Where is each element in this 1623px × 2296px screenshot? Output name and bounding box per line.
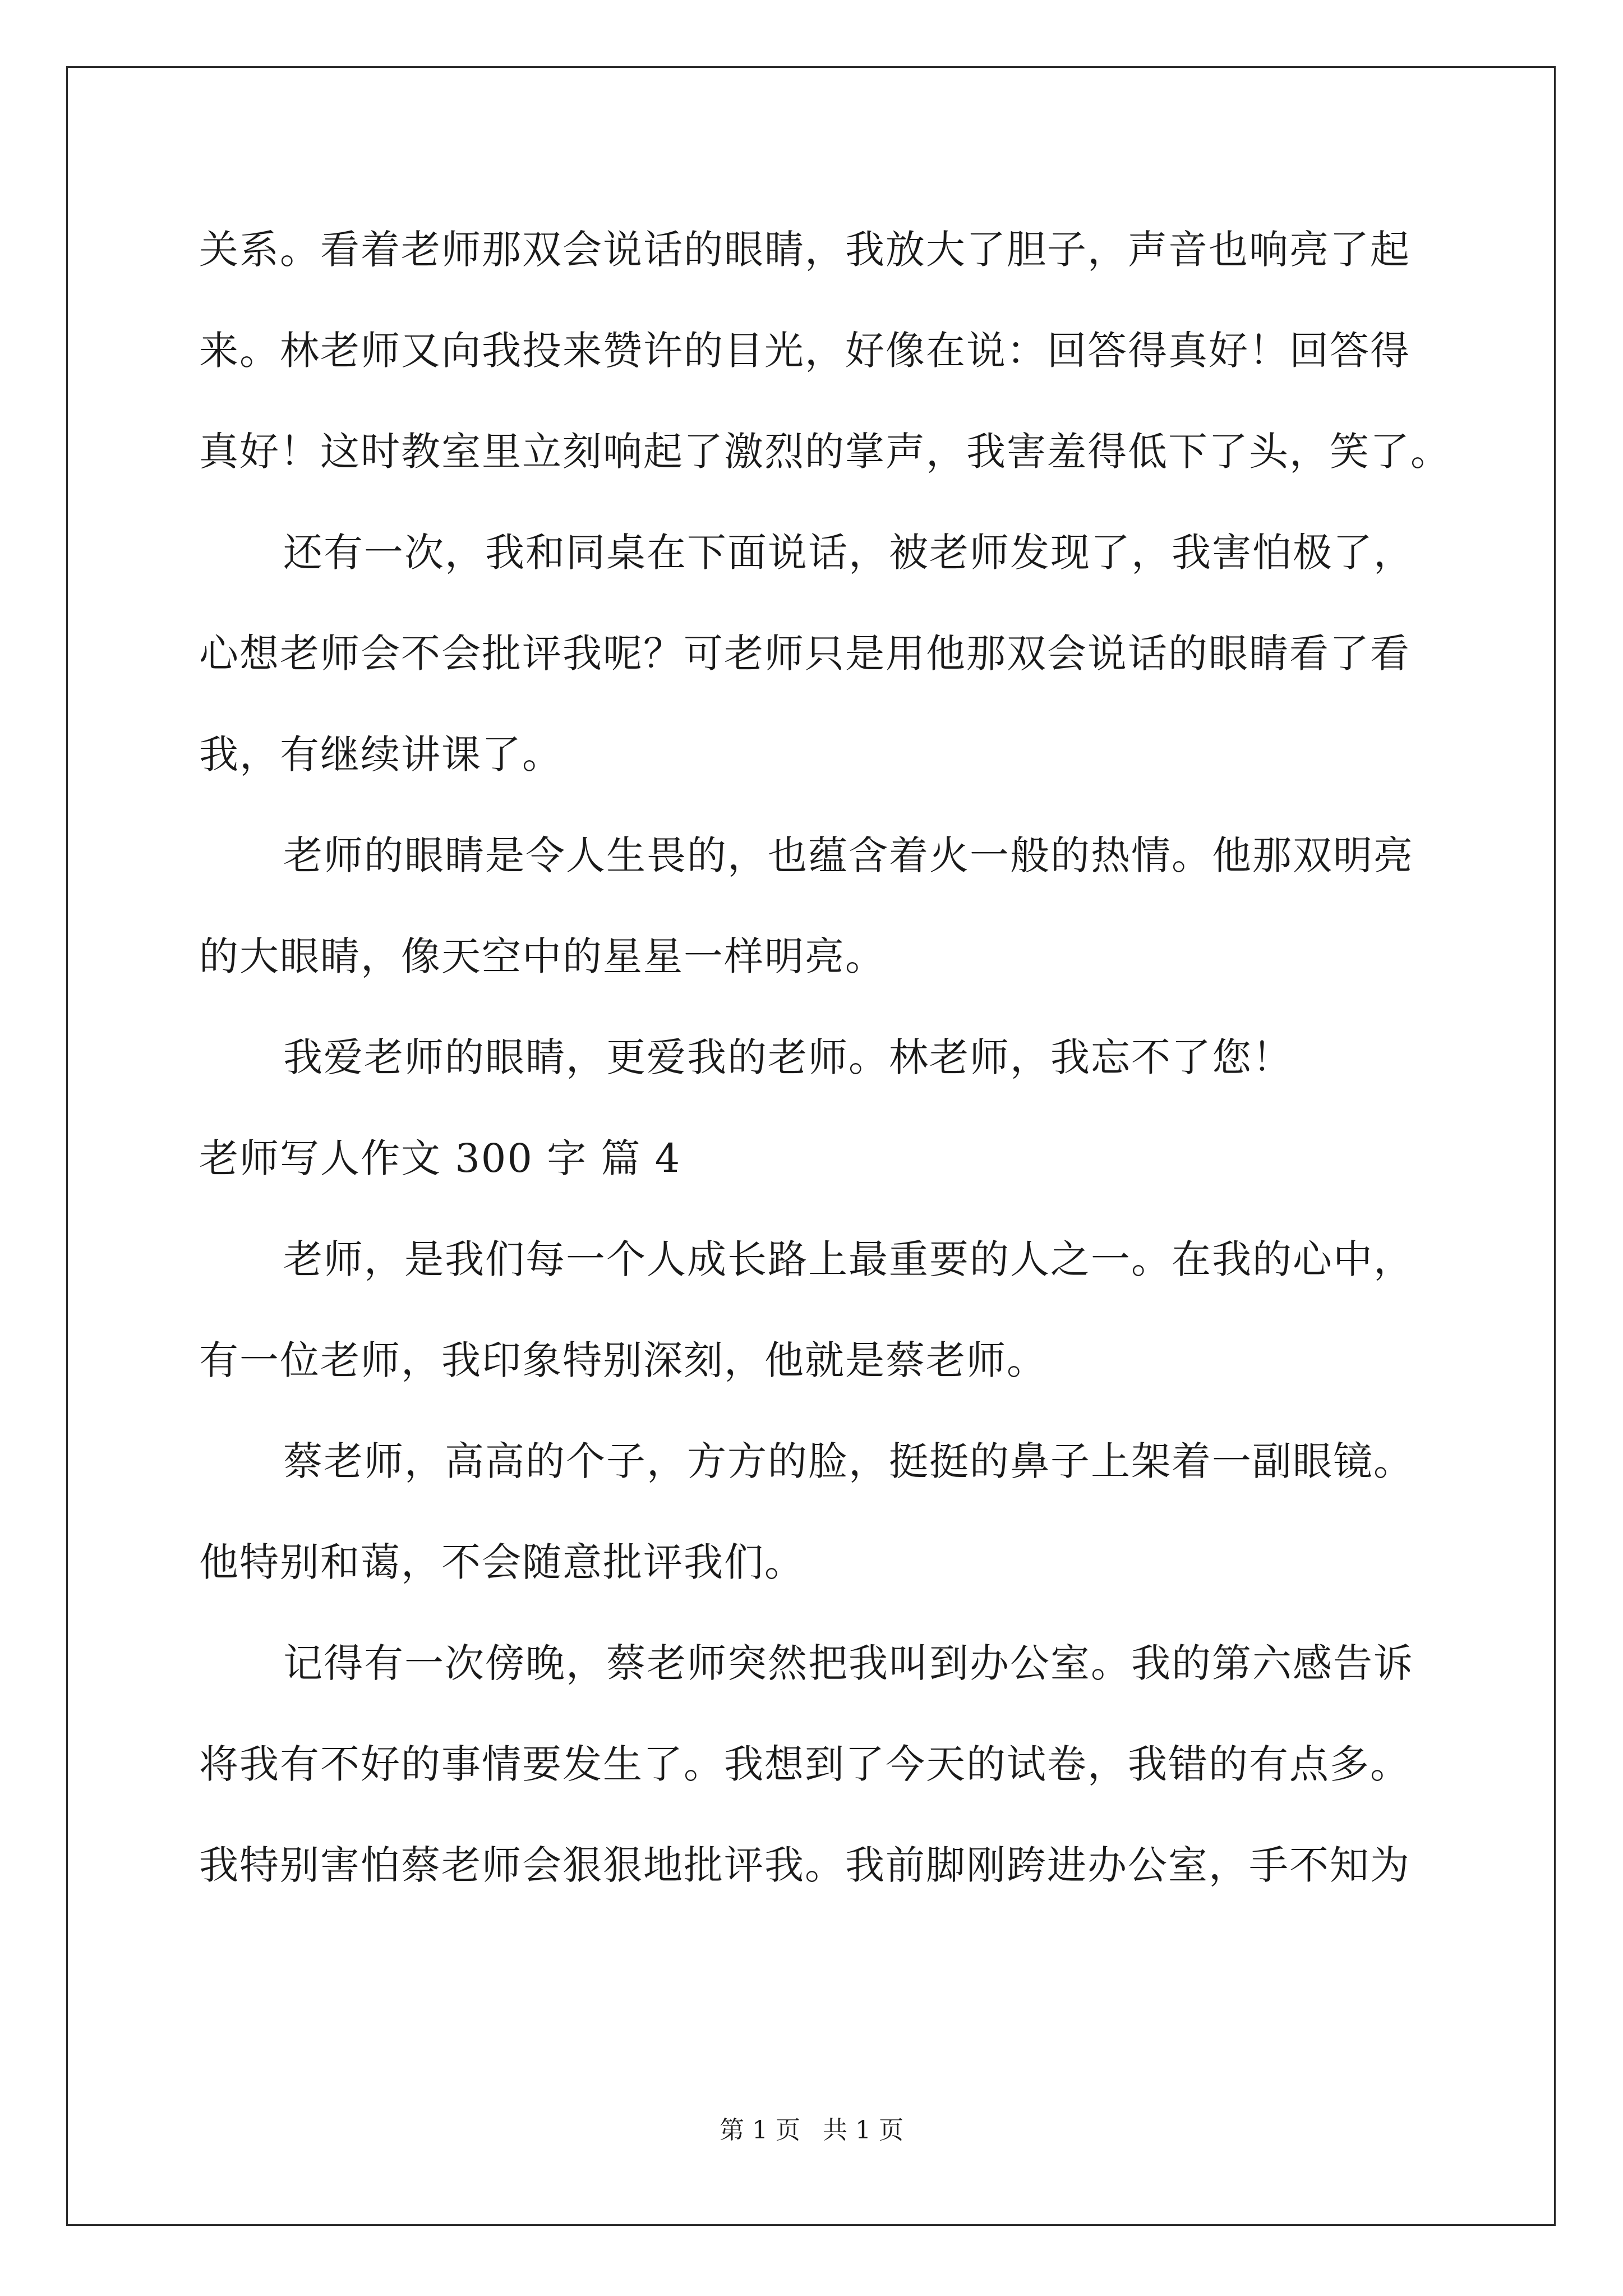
page-footer xyxy=(0,2115,1623,2146)
body-text-line: 我特别害怕蔡老师会狠狠地批评我。我前脚刚跨进办公室，手不知为 xyxy=(199,1842,1410,1888)
body-text-line: 真好！这时教室里立刻响起了激烈的掌声，我害羞得低下了头，笑了。 xyxy=(199,429,1451,475)
body-text-line: 来。林老师又向我投来赞许的目光，好像在说：回答得真好！回答得 xyxy=(199,328,1410,374)
paragraph-first-line: 老师的眼睛是令人生畏的，也蕴含着火一般的热情。他那双明亮 xyxy=(283,832,1414,878)
paragraph-first-line: 蔡老师，高高的个子，方方的脸，挺挺的鼻子上架着一副眼镜。 xyxy=(283,1438,1414,1484)
page-number: 第 1 页 xyxy=(720,2116,800,2145)
paragraph-first-line: 记得有一次傍晚，蔡老师突然把我叫到办公室。我的第六感告诉 xyxy=(283,1640,1414,1686)
paragraph-first-line: 还有一次，我和同桌在下面说话，被老师发现了，我害怕极了， xyxy=(283,530,1414,576)
body-text-line: 他特别和蔼，不会随意批评我们。 xyxy=(199,1539,805,1585)
body-text-line: 有一位老师，我印象特别深刻，他就是蔡老师。 xyxy=(199,1337,1047,1383)
body-text-line: 关系。看着老师那双会说话的眼睛，我放大了胆子，声音也响亮了起 xyxy=(199,227,1410,273)
body-text-line: 的大眼睛，像天空中的星星一样明亮。 xyxy=(199,933,886,979)
body-text-line: 将我有不好的事情要发生了。我想到了今天的试卷，我错的有点多。 xyxy=(199,1741,1410,1787)
page-total: 共 1 页 xyxy=(823,2116,903,2145)
section-heading: 老师写人作文 300 字 篇 4 xyxy=(199,1135,681,1181)
body-text-line: 心想老师会不会批评我呢？可老师只是用他那双会说话的眼睛看了看 xyxy=(199,631,1410,677)
paragraph-first-line: 老师，是我们每一个人成长路上最重要的人之一。在我的心中， xyxy=(283,1236,1414,1282)
paragraph-first-line: 我爱老师的眼睛，更爱我的老师。林老师，我忘不了您！ xyxy=(283,1034,1293,1080)
body-text-line: 我，有继续讲课了。 xyxy=(199,731,562,777)
